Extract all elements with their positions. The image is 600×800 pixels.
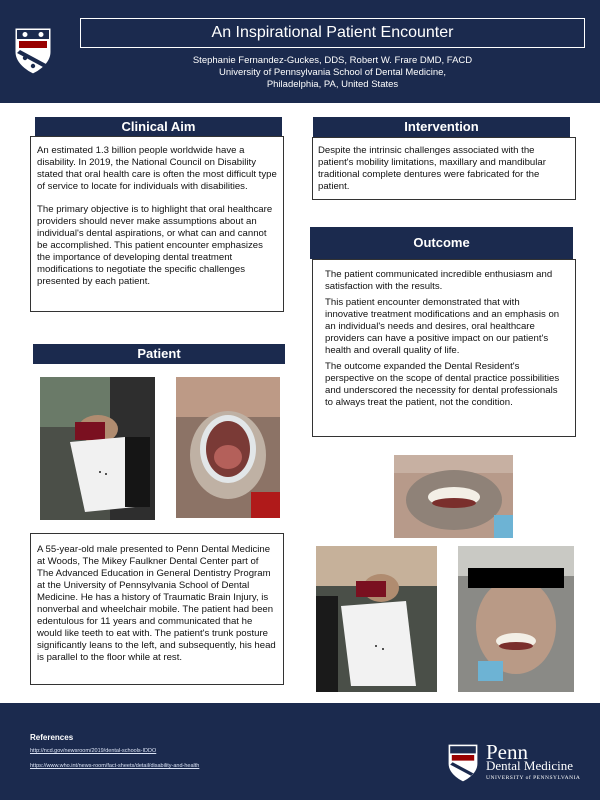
reference-link-2[interactable]: https://www.who.int/news-room/fact-sheets/detail/disability-and-health — [30, 763, 200, 769]
logo-university-text: UNIVERSITY of PENNSYLVANIA — [486, 775, 581, 781]
patient-heading: Patient — [33, 344, 285, 364]
location-line: Philadelphia, PA, United States — [266, 79, 399, 90]
penn-dental-logo — [446, 740, 591, 785]
outcome-heading: Outcome — [310, 227, 573, 259]
patient-description: A 55-year-old male presented to Penn Dental Medicine at Woods, The Mikey Faulkner Dental Center part of The Advanced Education in General Dentistry Program at the University of Pennsylvania School of Dental Medicine. He has a history of Traumatic Brain Injury, is nonverbal and wheelchair mobile. The patient had been edentulous for 11 years and communicated that he would like teeth to eat with. The patient's trunk posture significantly leans to the left, and subsequently, his head is parallel to the floor while at rest. — [37, 544, 276, 663]
intervention-box — [312, 137, 576, 200]
clinical-aim-paragraph-1: An estimated 1.3 billion people worldwide have a disability. In 2019, the National Council on Disability stated that oral health care is often the most difficult type of service to locate for individuals with disabilities. — [37, 145, 277, 192]
patient-wheelchair-photo — [40, 377, 155, 520]
references-heading: References — [30, 733, 74, 742]
smile-with-dentures-photo — [394, 455, 513, 538]
clinical-aim-paragraph-2: The primary objective is to highlight that oral healthcare providers should never make assumptions about an individual's dental aspirations, or what can and cannot be accomplished. This patient encounter emphasizes the importance of developing dental treatment modifications to negotiate the specific challenges presented by each patient. — [37, 204, 273, 287]
clinical-aim-box — [30, 136, 284, 312]
logo-penn-text: Penn — [486, 740, 528, 764]
penn-shield-icon — [13, 26, 53, 76]
intervention-heading: Intervention — [313, 117, 570, 137]
clinical-aim-heading: Clinical Aim — [35, 117, 282, 136]
reference-link-1[interactable]: http://ncd.gov/newsroom/2019/dental-schools-IDDO — [30, 748, 157, 754]
intervention-text: Despite the intrinsic challenges associated with the patient's mobility limitations, maxillary and mandibular traditional complete dentures were fabricated for the patient. — [318, 145, 546, 192]
author-block — [80, 55, 585, 91]
poster-title: An Inspirational Patient Encounter — [80, 18, 585, 48]
outcome-paragraph-3: The outcome expanded the Dental Resident's perspective on the scope of dental practice possibilities and underscored the necessity for dental professionals to always treat the patient, not the condition. — [325, 361, 560, 408]
poster-footer — [0, 703, 600, 800]
patient-box — [30, 533, 284, 685]
authors-line: Stephanie Fernandez-Guckes, DDS, Robert W. Frare DMD, FACD — [192, 55, 473, 66]
poster-header — [0, 0, 600, 103]
open-mouth-photo — [176, 377, 280, 518]
outcome-box — [312, 259, 576, 437]
outcome-paragraph-2: This patient encounter demonstrated that with innovative treatment modifications and an emphasis on an individual's needs and desires, oral healthcare providers can have a positive impact on our patient's health and overall quality of life. — [325, 297, 560, 356]
logo-school-text: Dental Medicine — [486, 758, 573, 773]
patient-smile-redacted-photo — [458, 546, 574, 692]
penn-shield-icon — [446, 743, 480, 783]
outcome-paragraph-1: The patient communicated incredible enthusiasm and satisfaction with the results. — [325, 269, 553, 292]
affiliation-line: University of Pennsylvania School of Dental Medicine, — [218, 67, 447, 78]
patient-reclined-photo — [316, 546, 437, 692]
